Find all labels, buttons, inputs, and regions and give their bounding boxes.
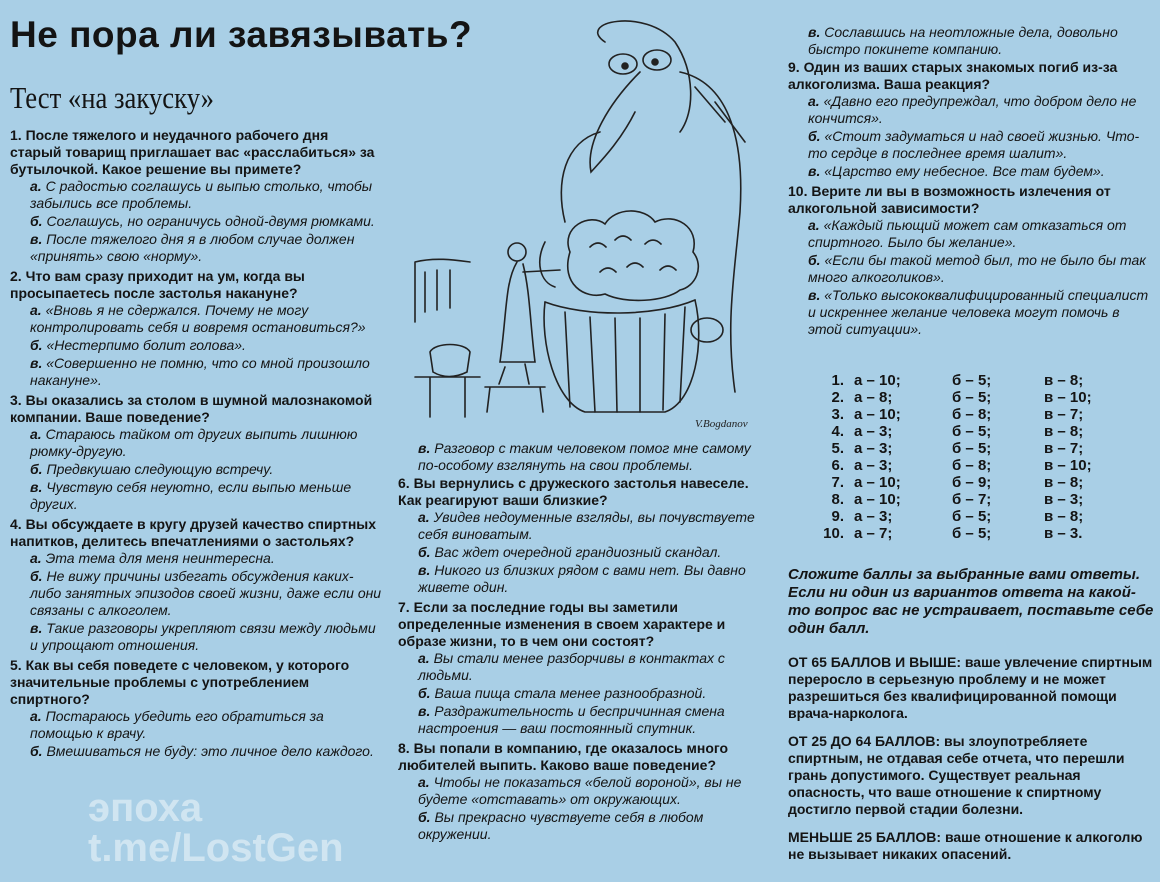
question-7 [398, 599, 766, 737]
watermark-line: эпоха [88, 786, 203, 830]
answer-c: в. «Совершенно не помню, что со мной произошло накануне». [30, 355, 370, 388]
result-medium: ОТ 25 ДО 64 БАЛЛОВ: вы злоупотребляете спиртным, не отдавая себе отчета, что перешли грань допустимого. Существует реальная опасность, что ваше отношение к спиртному достигло первой стадии болезни. [788, 733, 1125, 817]
answer-b: б. Предвкушаю следующую встречу. [30, 461, 274, 477]
answer-a: а. «Давно его предупреждал, что добром дело не кончится». [808, 93, 1137, 126]
column-middle [398, 440, 766, 846]
answer-c: в. После тяжелого дня я в любом случае должен «принять» свою «норму». [30, 231, 355, 264]
score-row: 8. а – 10; б – 7; в – 3; [831, 491, 1084, 508]
answer-c: в. Сославшись на неотложные дела, довольно быстро покинете компанию. [808, 24, 1118, 57]
score-row: 10. а – 7; б – 5; в – 3. [823, 525, 1083, 542]
question-text: 3. Вы оказались за столом в шумной малознакомой компании. Ваше поведение? [10, 392, 373, 425]
answer-a: а. «Каждый пьющий может сам отказаться от спиртного. Было бы желание». [808, 217, 1127, 250]
answer-b: б. Вы прекрасно чувствуете себя в любом окружении. [418, 809, 704, 842]
question-text: 9. Один из ваших старых знакомых погиб из-за алкоголизма. Ваша реакция? [788, 59, 1118, 92]
answer-a: а. Вы стали менее разборчивы в контактах с людьми. [418, 650, 725, 683]
illustration-signature: V.Bogdanov [695, 418, 748, 430]
question-5 [10, 657, 382, 760]
question-text: 2. Что вам сразу приходит на ум, когда вы просыпаетесь после застолья накануне? [10, 268, 305, 301]
answer-a: а. Увидев недоуменные взгляды, вы почувствуете себя виноватым. [418, 509, 755, 542]
question-text: 1. После тяжелого и неудачного рабочего дня старый товарищ приглашает вас «расслабиться» за бутылочкой. Какое решение вы примете? [10, 127, 375, 177]
question-4 [10, 516, 382, 654]
page-title: Не пора ли завязывать? [10, 14, 473, 55]
answer-a: а. Стараюсь тайком от других выпить лишнюю рюмку-другую. [30, 426, 358, 459]
question-10 [788, 183, 1154, 338]
score-row: 6. а – 3; б – 8; в – 10; [831, 457, 1092, 474]
answer-c: в. «Царство ему небесное. Все там будем». [808, 163, 1105, 179]
answer-c: в. Чувствую себя неуютно, если выпью меньше других. [30, 479, 352, 512]
answer-b: б. Ваша пища стала менее разнообразной. [418, 685, 707, 701]
score-row: 7. а – 10; б – 9; в – 8; [831, 474, 1084, 491]
answer-c: в. Раздражительность и беспричинная смена настроения — ваш постоянный спутник. [418, 703, 725, 736]
question-text: 10. Верите ли вы в возможность излечения от алкогольной зависимости? [788, 183, 1111, 216]
question-8 [398, 740, 766, 843]
question-3 [10, 392, 382, 513]
question-2 [10, 268, 382, 389]
cartoon-drawing [395, 12, 765, 437]
question-text: 6. Вы вернулись с дружеского застолья навеселе. Как реагируют ваши близкие? [398, 475, 749, 508]
scoring-instruction: Сложите баллы за выбранные вами ответы. Если ни один из вариантов ответа на какой-то вопрос вас не устраивает, поставьте себе один балл. [788, 566, 1154, 637]
answer-c: в. «Только высококвалифицированный специалист и искреннее желание человека могут помочь в этой ситуации». [808, 287, 1149, 337]
score-table [808, 372, 1138, 542]
score-row: 5. а – 3; б – 5; в – 7; [831, 440, 1084, 457]
answer-b: б. Не вижу причины избегать обсуждения каких-либо занятных эпизодов своей жизни, даже если они связаны с алкоголем. [30, 568, 382, 618]
answer-b: б. Соглашусь, но ограничусь одной-двумя рюмками. [30, 213, 375, 229]
answer-c: в. Разговор с таким человеком помог мне самому по-особому взглянуть на свои проблемы. [418, 440, 751, 473]
answer-a: а. «Вновь я не сдержался. Почему не могу контролировать себя и вовремя остановиться?» [30, 302, 366, 335]
answer-a: а. Эта тема для меня неинтересна. [30, 550, 275, 566]
result-low: МЕНЬШЕ 25 БАЛЛОВ: ваше отношение к алкоголю не вызывает никаких опасений. [788, 829, 1143, 862]
answer-c: в. Никого из близких рядом с вами нет. Вы давно живете один. [418, 562, 746, 595]
score-row: 1. а – 10; б – 5; в – 8; [831, 372, 1084, 389]
question-text: 8. Вы попали в компанию, где оказалось много любителей выпить. Каково ваше поведение? [398, 740, 729, 773]
answer-b: б. Вас ждет очередной грандиозный скандал. [418, 544, 722, 560]
answer-b: б. «Нестерпимо болит голова». [30, 337, 246, 353]
question-9 [788, 59, 1154, 180]
answer-b: б. Вмешиваться не буду: это личное дело каждого. [30, 743, 374, 759]
watermark-line: t.me/LostGen [88, 826, 344, 870]
result-high: ОТ 65 БАЛЛОВ И ВЫШЕ: ваше увлечение спиртным переросло в серьезную проблему и не может разрешиться без квалифицированной помощи врача-нарколога. [788, 654, 1153, 721]
answer-b: б. «Стоит задуматься и над своей жизнью. Что-то сердце в последнее время шалит». [808, 128, 1140, 161]
answer-a: а. Постараюсь убедить его обратиться за помощью к врачу. [30, 708, 324, 741]
score-row: 9. а – 3; б – 5; в – 8; [831, 508, 1084, 525]
question-text: 4. Вы обсуждаете в кругу друзей качество спиртных напитков, делитесь впечатлениями о застольях? [10, 516, 377, 549]
score-row: 2. а – 8; б – 5; в – 10; [831, 389, 1092, 406]
question-text: 5. Как вы себя поведете с человеком, у которого значительные проблемы с употреблением спиртного? [10, 657, 350, 707]
answer-a: а. С радостью соглашусь и выпью столько, чтобы забылись все проблемы. [30, 178, 373, 211]
score-row: 3. а – 10; б – 8; в – 7; [831, 406, 1084, 423]
answer-c: в. Такие разговоры укрепляют связи между людьми и упрощают отношения. [30, 620, 376, 653]
page-subtitle: Тест «на закуску» [10, 80, 215, 115]
score-row: 4. а – 3; б – 5; в – 8; [831, 423, 1084, 440]
question-6 [398, 475, 766, 596]
answer-b: б. «Если бы такой метод был, то не было бы так много алкоголиков». [808, 252, 1146, 285]
question-1 [10, 127, 382, 265]
answer-a: а. Чтобы не показаться «белой вороной», вы не будете «отставать» от окружающих. [418, 774, 742, 807]
question-text: 7. Если за последние годы вы заметили определенные изменения в своем характере и образе жизни, то в чем они состоят? [398, 599, 726, 649]
cartoon-illustration [395, 12, 765, 437]
watermark [88, 788, 344, 868]
